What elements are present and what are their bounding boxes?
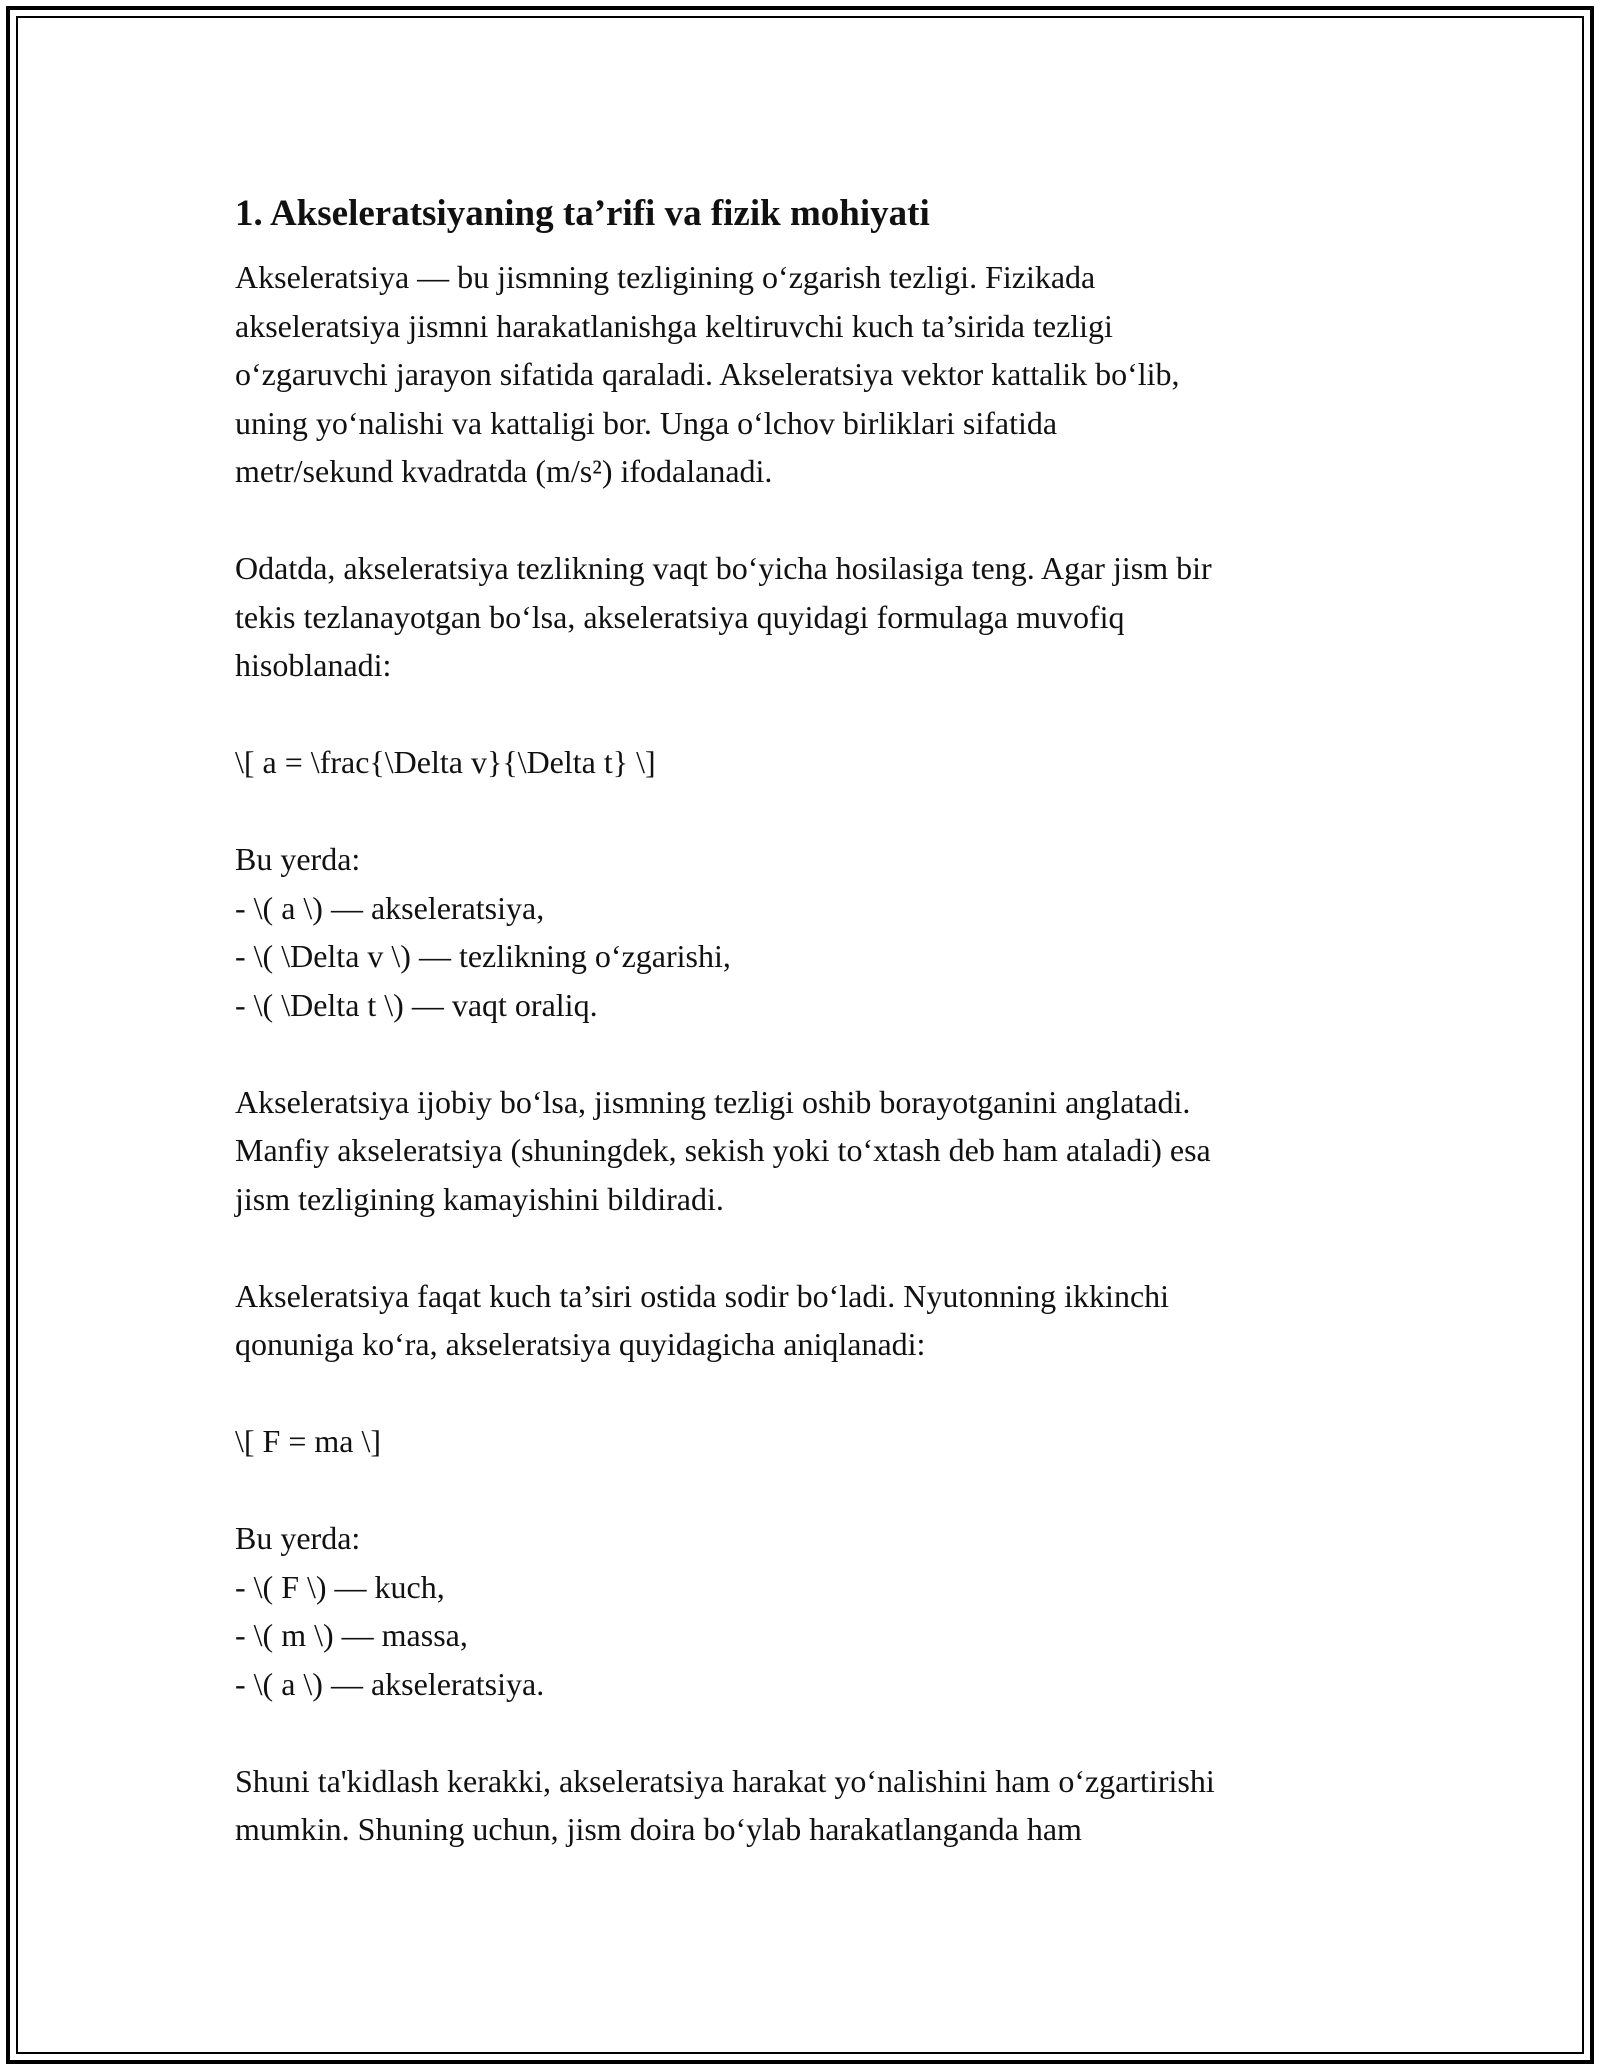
text-line: uning yo‘nalishi va kattaligi bor. Unga o‘lchov birliklari sifatida: [235, 404, 1058, 441]
text-line: metr/sekund kvadratda (m/s²) ifodalanadi.: [235, 453, 773, 489]
document-body: [235, 185, 1375, 1854]
paragraph-spacer: [235, 690, 1375, 739]
text-line: tekis tezlanayotgan bo‘lsa, akseleratsiya quyidagi formulaga muvofiq: [235, 598, 1125, 635]
heading-spacer: [235, 243, 1375, 253]
text-line: Odatda, akseleratsiya tezlikning vaqt bo‘yicha hosilasiga teng. Agar jism bir: [235, 550, 1212, 586]
text-line: qonuniga ko‘ra, akseleratsiya quyidagicha aniqlanadi:: [235, 1326, 926, 1362]
text-line: Akseleratsiya — bu jismning tezligining o‘zgarish tezligi. Fizikada: [235, 259, 1096, 295]
legend-newton-formula: [235, 1514, 1375, 1708]
paragraph-spacer: [235, 1029, 1375, 1078]
formula-newton: [235, 1417, 1375, 1466]
paragraph-spacer: [235, 1708, 1375, 1757]
list-item: - \( \Delta v \) — tezlikning o‘zgarishi,: [235, 938, 731, 974]
text-line: jism tezligining kamayishini bildiradi.: [235, 1180, 724, 1217]
list-item: - \( \Delta t \) — vaqt oraliq.: [235, 986, 598, 1023]
formula-line: \[ a = \frac{\Delta v}{\Delta t} \]: [235, 744, 656, 780]
formula-line: \[ F = ma \]: [235, 1423, 382, 1459]
paragraph-spacer: [235, 787, 1375, 836]
formula-acceleration: [235, 738, 1375, 787]
legend-acceleration-formula: [235, 835, 1375, 1029]
list-item: - \( a \) — akseleratsiya,: [235, 889, 545, 926]
text-line: akseleratsiya jismni harakatlanishga keltiruvchi kuch ta’sirida tezligi: [235, 307, 1113, 344]
paragraph-spacer: [235, 496, 1375, 545]
text-line: Bu yerda:: [235, 1520, 361, 1556]
text-line: Manfiy akseleratsiya (shuningdek, sekish yoki to‘xtash deb ham ataladi) esa: [235, 1132, 1211, 1168]
paragraph-sign: [235, 1078, 1375, 1224]
paragraph-definition: [235, 253, 1375, 496]
paragraph-spacer: [235, 1466, 1375, 1515]
section-heading: 1. Akseleratsiyaning ta’rifi va fizik mohiyati: [235, 193, 930, 234]
text-line: o‘zgaruvchi jarayon sifatida qaraladi. Akseleratsiya vektor kattalik bo‘lib,: [235, 356, 1180, 392]
paragraph-direction: [235, 1757, 1375, 1854]
paragraph-newton: [235, 1272, 1375, 1369]
text-line: mumkin. Shuning uchun, jism doira bo‘ylab harakatlanganda ham: [235, 1811, 1082, 1847]
text-line: Bu yerda:: [235, 841, 361, 877]
paragraph-derivative: [235, 544, 1375, 690]
list-item: - \( a \) — akseleratsiya.: [235, 1665, 545, 1702]
paragraph-spacer: [235, 1369, 1375, 1418]
list-item: - \( m \) — massa,: [235, 1617, 468, 1653]
text-line: Akseleratsiya faqat kuch ta’siri ostida sodir bo‘ladi. Nyutonning ikkinchi: [235, 1277, 1170, 1314]
text-line: hisoblanadi:: [235, 647, 392, 683]
list-item: - \( F \) — kuch,: [235, 1568, 445, 1605]
text-line: Akseleratsiya ijobiy bo‘lsa, jismning tezligi oshib borayotganini anglatadi.: [235, 1083, 1191, 1120]
text-line: Shuni ta'kidlash kerakki, akseleratsiya harakat yo‘nalishini ham o‘zgartirishi: [235, 1762, 1215, 1799]
paragraph-spacer: [235, 1223, 1375, 1272]
